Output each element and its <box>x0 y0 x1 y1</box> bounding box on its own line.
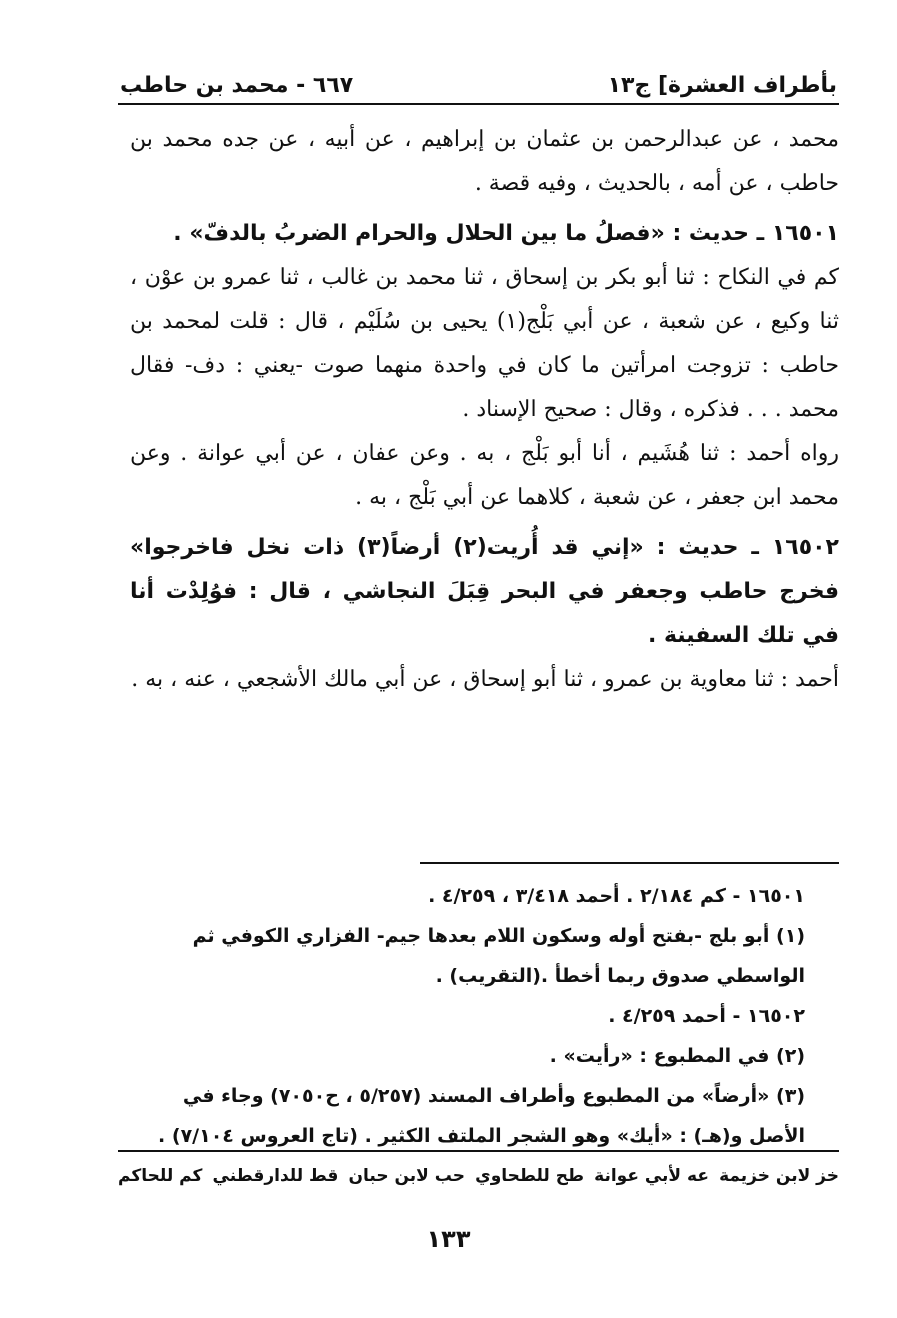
main-text <box>130 118 839 702</box>
footnote-2: (٢) في المطبوع : «رأيت» . <box>549 1045 805 1067</box>
footnote-ref-16502: ١٦٥٠٢ - أحمد ٤/٢٥٩ . <box>608 1005 805 1027</box>
running-header <box>120 58 837 98</box>
paragraph-ahmad-narration: رواه أحمد : ثنا هُشَيم ، أنا أبو بَلْج ، به . وعن عفان ، عن أبي عوانة . وعن محمد ابن جعفر ، عن شعبة ، كلاهما عن أبي بَلْج ، به . <box>130 441 839 510</box>
abbr-item: حب لابن حبان <box>348 1166 465 1186</box>
footnote-1: (١) أبو بلج -بفتح أوله وسكون اللام بعدها جيم- الفزاري الكوفي ثم الواسطي صدوق ربما أخطأ .(التقريب) . <box>192 925 805 987</box>
footnote-ref-16501: ١٦٥٠١ - كم ٢/١٨٤ . أحمد ٣/٤١٨ ، ٤/٢٥٩ . <box>428 885 805 907</box>
abbr-item: طح للطحاوي <box>475 1166 584 1186</box>
abbr-item: خز لابن خزيمة <box>719 1166 839 1186</box>
paragraph-ahmad-isnad: أحمد : ثنا معاوية بن عمرو ، ثنا أبو إسحاق ، عن أبي مالك الأشجعي ، عنه ، به . <box>131 667 839 692</box>
header-book-title: بأطراف العشرة] ج١٣ <box>607 73 837 98</box>
hadith-heading-16502: ١٦٥٠٢ ـ حديث : «إني قد أُريت(٢) أرضاً(٣) ذات نخل فاخرجوا» فخرج حاطب وجعفر في البحر قِبَلَ النجاشي ، قال : فوُلِدْت أنا في تلك السفينة . <box>130 535 839 648</box>
footnote-3: (٣) «أرضاً» من المطبوع وأطراف المسند (٥/٢٥٧ ، ح٧٠٥٠) وجاء في الأصل و(هـ) : «أيك» وهو الشجر الملتف الكثير . (تاج العروس ٧/١٠٤) . <box>158 1085 805 1147</box>
footnotes <box>124 876 839 1156</box>
header-chapter: ٦٦٧ - محمد بن حاطب <box>120 73 354 98</box>
header-divider <box>118 103 839 105</box>
abbr-item: كم للحاكم <box>118 1166 203 1186</box>
footnote-divider <box>420 862 839 864</box>
abbreviations-divider <box>118 1150 839 1152</box>
hadith-heading-16501: ١٦٥٠١ ـ حديث : «فصلُ ما بين الحلال والحرام الضربُ بالدفّ» . <box>173 221 839 246</box>
abbreviations-legend <box>118 1166 839 1186</box>
abbr-item: قط للدارقطني <box>212 1166 339 1186</box>
page-number: ١٣٣ <box>426 1225 471 1253</box>
abbr-item: عه لأبي عوانة <box>594 1166 709 1186</box>
paragraph-isnad-hakim: كم في النكاح : ثنا أبو بكر بن إسحاق ، ثنا محمد بن غالب ، ثنا عمرو بن عوْن ، ثنا وكيع ، عن شعبة ، عن أبي بَلْج(١) يحيى بن سُلَيْم ، قال : قلت لمحمد بن حاطب : تزوجت امرأتين ما كان في واحدة منهما صوت -يعني : دف- فقال محمد . . . فذكره ، وقال : صحيح الإسناد . <box>130 265 839 422</box>
paragraph-continuation: محمد ، عن عبدالرحمن بن عثمان بن إبراهيم ، عن أبيه ، عن جده محمد بن حاطب ، عن أمه ، بالحديث ، وفيه قصة . <box>130 127 839 196</box>
